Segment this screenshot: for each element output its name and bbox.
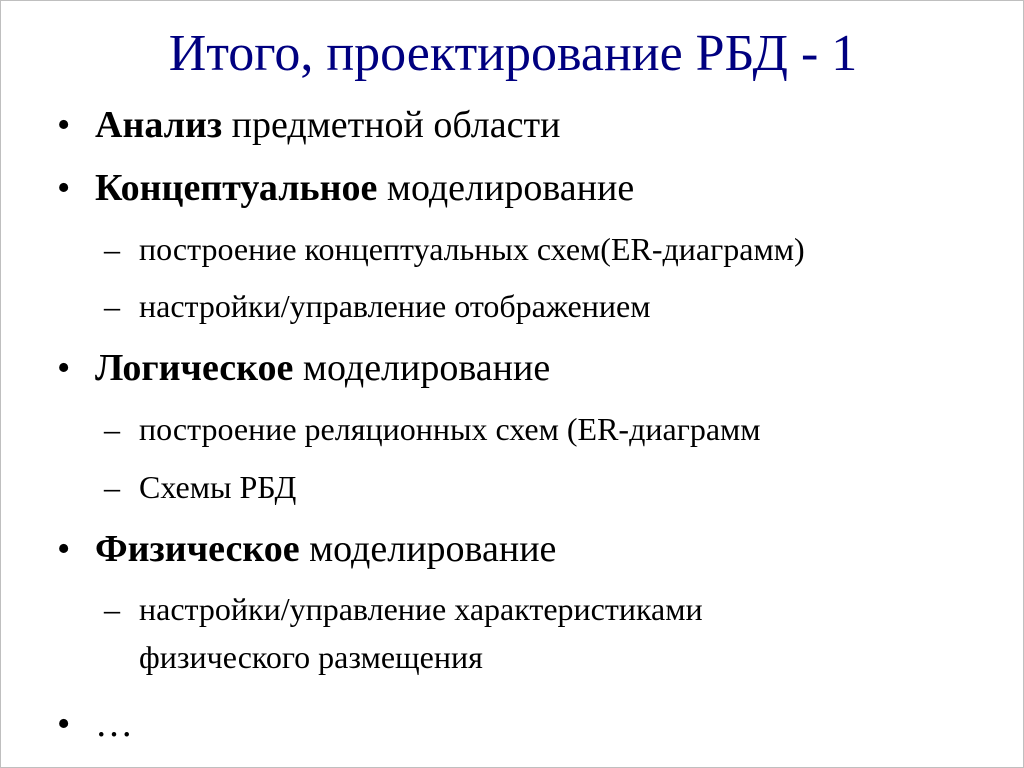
sub-item-text: физического размещения (139, 639, 483, 675)
bullet-bold-term: Физическое (95, 528, 300, 570)
bullet-text (95, 701, 133, 747)
bullet-dot-icon: • (57, 104, 71, 146)
sub-item-text: настройки/управление характеристиками (139, 591, 703, 627)
sub-item-text: Схемы РБД (139, 469, 297, 505)
sub-item-text: настройки/управление отображением (139, 288, 651, 324)
dash-icon: – (104, 469, 120, 505)
bullet-dot-icon: • (57, 167, 71, 209)
bullet-bold-term: Анализ (95, 104, 223, 146)
bullet-rest-text: предметной области (222, 104, 561, 146)
bullet-dot-icon: • (57, 703, 71, 745)
bullet-text (95, 102, 560, 148)
bullet-text (95, 345, 550, 391)
bullet-text (95, 165, 634, 211)
bullet-rest-text: … (95, 703, 133, 745)
dash-icon: – (104, 231, 120, 267)
dash-icon: – (104, 591, 120, 627)
bullet-rest-text: моделирование (293, 347, 551, 389)
sub-item-text: построение реляционных схем (ER-диаграмм (139, 411, 761, 447)
dash-icon: – (104, 288, 120, 324)
slide-title: Итого, проектирование РБД - 1 (168, 25, 858, 82)
bullet-text (95, 526, 556, 572)
bullet-bold-term: Концептуальное (95, 167, 378, 209)
bullet-dot-icon: • (57, 528, 71, 570)
bullet-rest-text: моделирование (377, 167, 635, 209)
bullet-dot-icon: • (57, 347, 71, 389)
dash-icon: – (104, 411, 120, 447)
sub-item-text: построение концептуальных схем(ER-диаграмм) (139, 231, 805, 267)
bullet-rest-text: моделирование (299, 528, 557, 570)
bullet-bold-term: Логическое (95, 347, 294, 389)
